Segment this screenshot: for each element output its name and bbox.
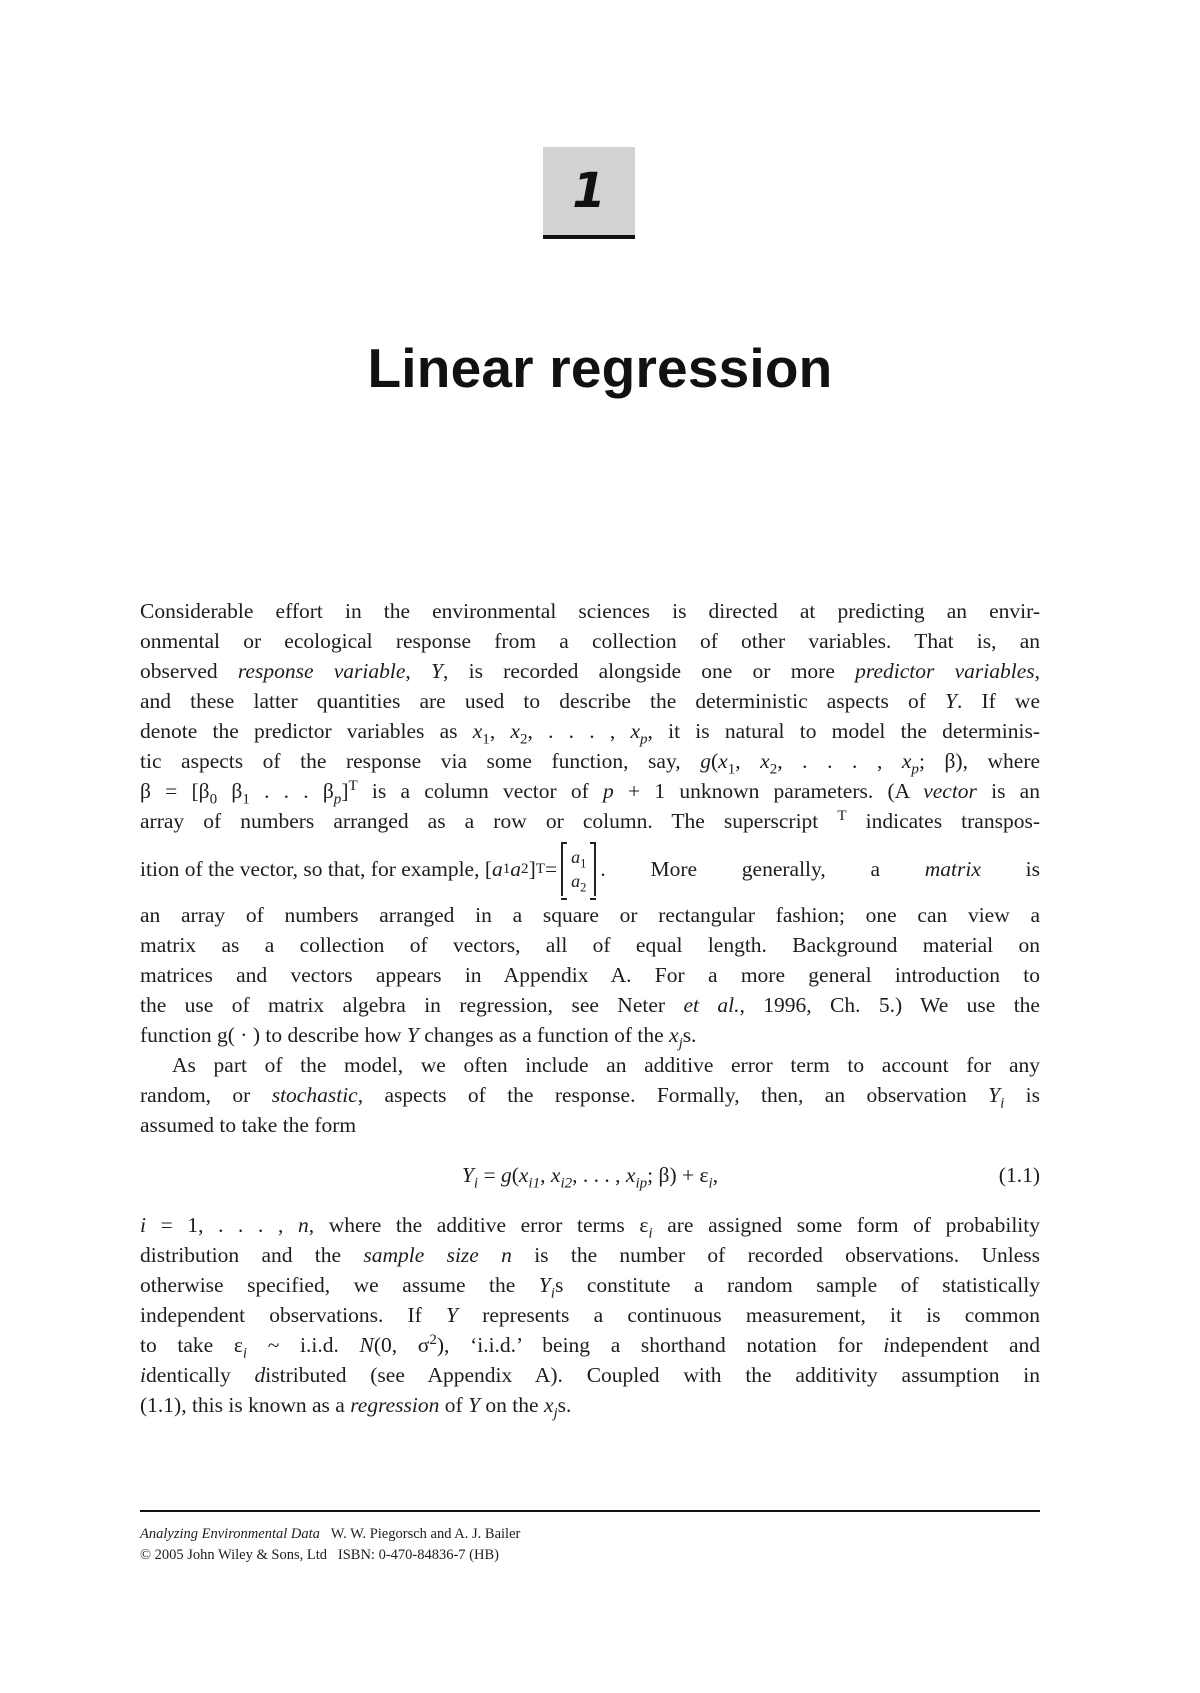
text-line: function g( · ) to describe how Y changes as a function of the $x_js$. xyxy=(140,1023,697,1052)
chapter-title: Linear regression xyxy=(367,337,833,399)
text-line: tic aspects of the response via some function, say, $g(x_1$, $x_2$, . . . , $x_p$; β), where xyxy=(140,749,1041,778)
text-line: $\beta = [\beta_0$ $\beta_1$ . . . $\beta_p]^T$ is a column vector of p + 1 unknown parameters. (A vector is an xyxy=(140,777,1040,808)
text-line: matrices and vectors appears in Appendix A. For a more general introduction to xyxy=(140,963,1040,987)
text-line: i = 1, . . . , n, where the additive error terms $\varepsilon_i$ are assigned some form of probability xyxy=(140,1213,1040,1242)
text-line: an array of numbers arranged in a square or rectangular fashion; one can view a xyxy=(140,903,1040,927)
footer-line-1 xyxy=(140,1524,1040,1545)
text-line: matrix as a collection of vectors, all of equal length. Background material on xyxy=(140,933,1040,957)
text-line: identically distributed (see Appendix A). Coupled with the additivity assumption in xyxy=(140,1363,1040,1387)
isbn: ISBN: 0-470-84836-7 (HB) xyxy=(337,1547,499,1563)
text-line: independent observations. If Y represents a continuous measurement, it is common xyxy=(140,1303,1040,1327)
chapter-number-box xyxy=(543,147,635,239)
footer-line-2 xyxy=(140,1545,1040,1566)
text-line: Considerable effort in the environmental sciences is directed at predicting an envir- xyxy=(140,599,1040,623)
footer-divider xyxy=(140,1510,1040,1512)
text-line: assumed to take the form xyxy=(140,1113,357,1137)
text-line: onmental or ecological response from a collection of other variables. That is, an xyxy=(140,629,1040,653)
copyright: © 2005 John Wiley & Sons, Ltd xyxy=(140,1547,327,1563)
text-line: (1.1), this is known as a regression of Y on the $x_js$. xyxy=(140,1393,572,1422)
equation-1-1 xyxy=(140,1152,1040,1198)
body-text xyxy=(140,596,1040,1420)
text-line: distribution and the sample size n is the number of recorded observations. Unless xyxy=(140,1243,1041,1267)
column-vector xyxy=(561,842,596,896)
text-line: As part of the model, we often include an additive error term to account for any xyxy=(172,1053,1040,1077)
paragraph-3 xyxy=(140,1210,1040,1420)
chapter-number: 1 xyxy=(572,163,606,219)
text-line: and these latter quantities are used to describe the deterministic aspects of Y. If we xyxy=(140,689,1041,713)
paragraph-2 xyxy=(140,1050,1040,1140)
text-line: array of numbers arranged as a row or column. The superscript $^T$ indicates transpos- xyxy=(140,807,1040,833)
vector-entry: $a_2$ xyxy=(571,871,587,895)
paragraph-1 xyxy=(140,596,1040,1050)
text-line: the use of matrix algebra in regression, see Neter et al., 1996, Ch. 5.) We use the xyxy=(140,993,1040,1017)
text-line: to take $\varepsilon_i$ ~ i.i.d. N(0, $\sigma^2$), ‘i.i.d.’ being a shorthand notation for independent and xyxy=(140,1331,1040,1362)
text-line: observed response variable, Y, is recorded alongside one or more predictor variables, xyxy=(140,659,1040,683)
text-line: random, or stochastic, aspects of the response. Formally, then, an observation $Y_i$ is xyxy=(140,1083,1040,1112)
book-title: Analyzing Environmental Data xyxy=(140,1526,320,1542)
equation-number: (1.1) xyxy=(998,1163,1040,1187)
matrix-text-line: ition of the vector, so that, for example, [ a 1 a 2 ] T = $a_1$ $a_2$ . More generally, a matrix is xyxy=(140,838,1040,900)
book-authors: W. W. Piegorsch and A. J. Bailer xyxy=(330,1526,521,1542)
vector-entry: $a_1$ xyxy=(571,847,587,871)
text-line: otherwise specified, we assume the $Y_is$ constitute a random sample of statistically xyxy=(140,1273,1040,1302)
footer xyxy=(140,1524,1040,1566)
equation-body: $Y_i = g(x_{i1}$, $x_{i2}$, . . . , $x_{ip}$; $\beta) + \varepsilon_i$, xyxy=(461,1163,719,1192)
text-line: denote the predictor variables as $x_1$, $x_2$, . . . , $x_p$, it is natural to model the determinis- xyxy=(140,719,1040,748)
